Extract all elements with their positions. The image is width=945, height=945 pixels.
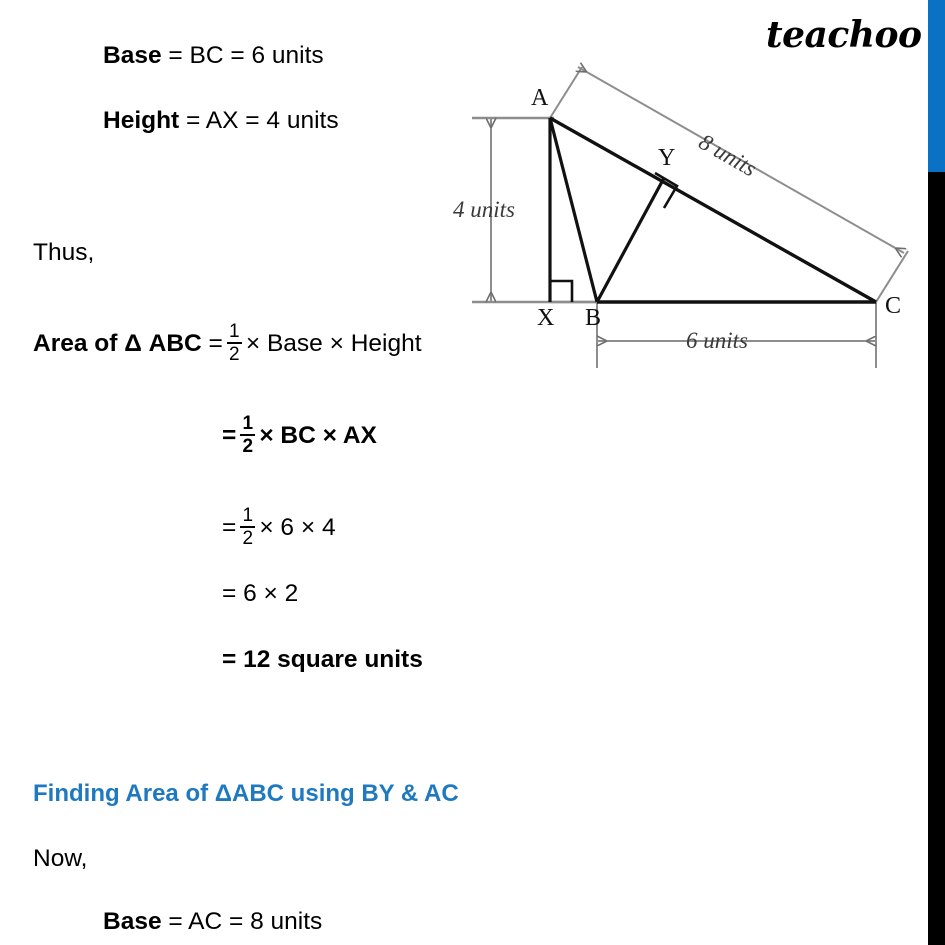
line-step-3: = 6 × 2 [222, 580, 299, 607]
fraction-one-half-step1 [240, 414, 255, 457]
point-label-Y: Y [658, 145, 676, 171]
section-heading-by-ac: Finding Area of ΔABC using BY & AC [33, 780, 459, 807]
dimension-label-hypotenuse: 8 units [694, 129, 761, 182]
line-height [103, 109, 339, 134]
segment-BY-altitude [597, 178, 664, 302]
fraction-denominator: 2 [242, 528, 254, 550]
height-keyword: Height [103, 107, 180, 134]
line-step-4-result: = 12 square units [222, 646, 423, 673]
line-thus: Thus, [33, 239, 95, 266]
point-label-X: X [537, 305, 555, 331]
base-value: = BC = 6 units [168, 42, 324, 69]
fraction-denominator: 2 [242, 436, 254, 458]
segment-AB [550, 118, 597, 302]
right-edge-blue-bar [928, 0, 945, 172]
fraction-one-half [227, 322, 242, 365]
teachoo-logo: teachoo [766, 14, 922, 56]
right-edge-black-bar [928, 172, 945, 945]
base2-keyword: Base [103, 908, 162, 935]
fraction-denominator: 2 [229, 344, 240, 366]
line-base-2 [103, 910, 322, 935]
dimension-label-height: 4 units [453, 197, 515, 222]
line-area-formula [33, 323, 422, 366]
line-step-2 [222, 507, 336, 550]
step2-rest: × 6 × 4 [259, 513, 336, 541]
fraction-one-half-step2 [240, 506, 255, 549]
step1-equals-sign: = [222, 421, 237, 449]
base2-value: = AC = 8 units [168, 908, 323, 935]
right-angle-mark-at-X [550, 281, 572, 302]
extension-line-from-A-diag [550, 67, 582, 118]
area-of-triangle-label: Area of Δ ABC [33, 329, 202, 357]
fraction-numerator: 1 [242, 505, 254, 526]
fraction-numerator: 1 [229, 321, 240, 342]
point-label-B: B [585, 305, 602, 331]
area-equals-sign: = [208, 329, 223, 357]
line-now: Now, [33, 845, 88, 872]
line-base [103, 44, 324, 69]
point-label-A: A [531, 85, 549, 111]
step2-equals-sign: = [222, 513, 237, 541]
step1-rest: × BC × AX [259, 421, 377, 449]
area-formula-rest: × Base × Height [245, 329, 422, 357]
triangle-diagram [455, 45, 925, 385]
point-label-C: C [885, 293, 902, 319]
height-value: = AX = 4 units [186, 107, 339, 134]
line-step-1 [222, 415, 377, 458]
dimension-label-base: 6 units [686, 328, 748, 353]
base-keyword: Base [103, 42, 162, 69]
fraction-numerator: 1 [242, 413, 254, 434]
